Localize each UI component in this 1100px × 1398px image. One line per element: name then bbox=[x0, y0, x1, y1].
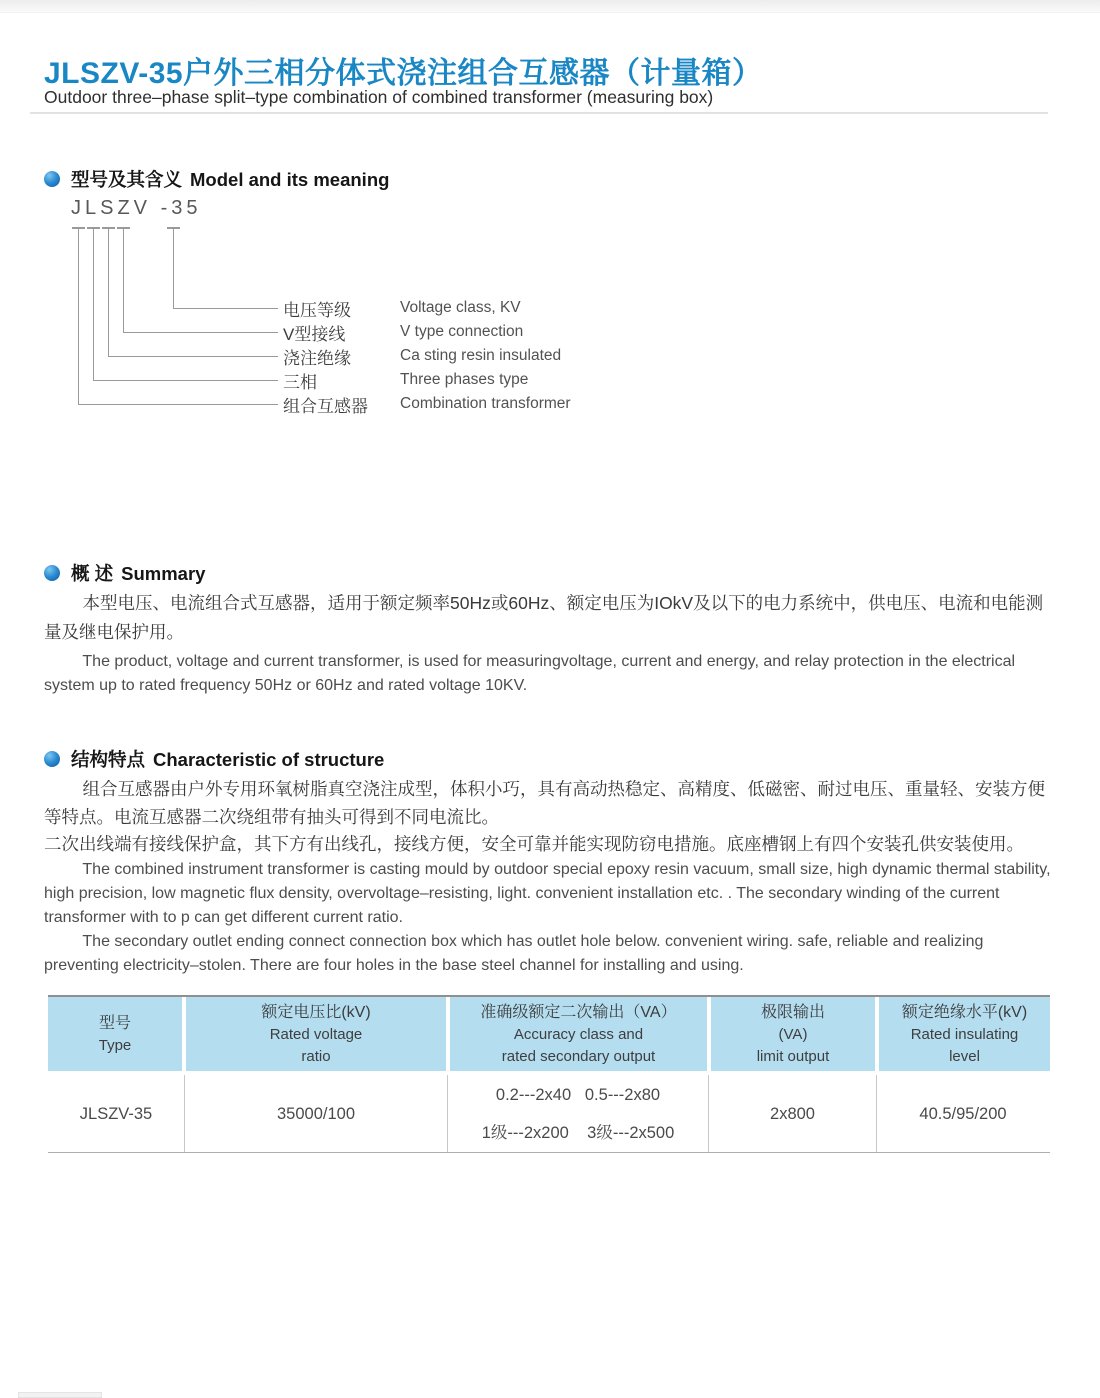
model-meaning-cn: V型接线 bbox=[283, 324, 346, 344]
footer-mark bbox=[18, 1392, 102, 1398]
diagram-line bbox=[173, 308, 278, 309]
model-meaning-row bbox=[283, 321, 523, 343]
bullet-sphere-icon bbox=[44, 171, 60, 187]
section-summary-title bbox=[71, 560, 205, 586]
summary-paragraph-en: The product, voltage and current transformer, is used for measuringvoltage, current and energy, and relay protection in the electrical system up to rated frequency 50Hz or 60Hz and rated voltage 10KV. bbox=[44, 653, 1016, 694]
header-line: Rated voltage bbox=[269, 1025, 363, 1043]
header-line: 额定电压比(kV) bbox=[261, 1003, 371, 1021]
diagram-line bbox=[108, 356, 278, 357]
section-structure-title-en: Characteristic of structure bbox=[153, 749, 385, 770]
structure-paragraph-cn2: 二次出线端有接线保护盒，其下方有出线孔，接线方便，安全可靠并能实现防窃电措施。底座槽钢上有四个安装孔供安装使用。 bbox=[44, 834, 1024, 854]
section-structure-title bbox=[71, 746, 384, 772]
header-line: limit output bbox=[756, 1047, 830, 1065]
section-model-title-en: Model and its meaning bbox=[190, 169, 390, 190]
section-summary-title-en: Summary bbox=[121, 563, 206, 584]
diagram-line bbox=[123, 332, 278, 333]
structure-paragraph-cn1: 组合互感器由户外专用环氧树脂真空浇注成型，体积小巧，具有高动热稳定、高精度、低磁密、耐过电压、重量轻、安装方便等特点。电流互感器二次绕组带有抽头可得到不同电流比。 bbox=[44, 779, 1045, 827]
header-line: level bbox=[949, 1047, 980, 1065]
cell-value: 1级---2x200 3级---2x500 bbox=[481, 1123, 675, 1142]
model-meaning-en: Ca sting resin insulated bbox=[400, 347, 562, 364]
model-meaning-row bbox=[283, 297, 521, 319]
header-line: 准确级额定二次输出（VA） bbox=[480, 1003, 677, 1021]
table-header-type bbox=[48, 997, 182, 1071]
model-meaning-cn: 浇注绝缘 bbox=[283, 348, 351, 368]
diagram-line bbox=[93, 380, 278, 381]
model-code: JLSZV -35 bbox=[71, 197, 202, 219]
diagram-line bbox=[78, 404, 278, 405]
section-summary-title-cn: 概 述 bbox=[71, 563, 114, 584]
cell-value: 2x800 bbox=[770, 1104, 815, 1123]
diagram-line bbox=[173, 227, 174, 308]
table-data-row bbox=[48, 1075, 1050, 1153]
bullet-sphere-icon bbox=[44, 751, 60, 767]
diagram-line bbox=[108, 227, 109, 356]
cell-value: 40.5/95/200 bbox=[919, 1104, 1007, 1123]
cell-insulating-level bbox=[876, 1075, 1049, 1152]
model-meaning-en: Combination transformer bbox=[400, 395, 571, 412]
section-structure-heading bbox=[44, 746, 384, 772]
model-meaning-row bbox=[283, 345, 561, 367]
model-meaning-en: V type connection bbox=[400, 323, 524, 340]
section-model-title-cn: 型号及其含义 bbox=[71, 169, 183, 190]
table-header-accuracy bbox=[450, 997, 707, 1071]
structure-paragraph-en1: The combined instrument transformer is casting mould by outdoor special epoxy resin vacuum, small size, high dynamic thermal stability, high precision, low magnetic flux density, overvoltage–resisting, light. convenient installation etc. . The secondary winding of the current transformer with to p can get different current ratio. bbox=[44, 861, 1051, 926]
table-header-row bbox=[48, 997, 1050, 1071]
header-line: 型号 bbox=[98, 1014, 131, 1032]
top-gradient-bar bbox=[0, 0, 1100, 13]
cell-value: JLSZV-35 bbox=[79, 1104, 153, 1123]
table-header-insulating-level bbox=[879, 997, 1050, 1071]
diagram-line bbox=[123, 227, 124, 332]
header-line: 额定绝缘水平(kV) bbox=[901, 1003, 1028, 1021]
header-line: 极限输出 bbox=[760, 1003, 825, 1021]
bullet-sphere-icon bbox=[44, 565, 60, 581]
header-line: (VA) bbox=[778, 1025, 808, 1043]
page-title: JLSZV-35户外三相分体式浇注组合互感器（计量箱） bbox=[44, 57, 763, 90]
model-meaning-cn: 三相 bbox=[283, 372, 317, 392]
model-meaning-cn: 电压等级 bbox=[283, 300, 351, 320]
header-line: Accuracy class and bbox=[513, 1025, 644, 1043]
spec-table bbox=[48, 995, 1050, 1153]
model-meaning-row bbox=[283, 369, 528, 391]
section-model-heading bbox=[44, 166, 389, 192]
header-line: Type bbox=[98, 1036, 132, 1054]
section-model-title bbox=[71, 166, 389, 192]
model-meaning-en: Three phases type bbox=[400, 371, 529, 388]
page-subtitle: Outdoor three–phase split–type combination of combined transformer (measuring box) bbox=[44, 87, 714, 107]
section-structure-title-cn: 结构特点 bbox=[71, 749, 146, 770]
header-divider bbox=[30, 112, 1048, 114]
table-header-limit-output bbox=[711, 997, 875, 1071]
cell-value: 0.2---2x40 0.5---2x80 bbox=[495, 1085, 661, 1104]
model-meaning-row bbox=[283, 393, 571, 415]
cell-value: 35000/100 bbox=[277, 1104, 355, 1123]
summary-paragraph-cn: 本型电压、电流组合式互感器，适用于额定频率50Hz或60Hz、额定电压为IOkV及以下的电力系统中，供电压、电流和电能测量及继电保护用。 bbox=[44, 593, 1044, 642]
model-meaning-cn: 组合互感器 bbox=[283, 396, 368, 416]
diagram-line bbox=[78, 227, 79, 404]
table-header-voltage-ratio bbox=[186, 997, 446, 1071]
cell-limit-output bbox=[708, 1075, 876, 1152]
header-line: ratio bbox=[301, 1047, 331, 1065]
header-line: rated secondary output bbox=[501, 1047, 656, 1065]
cell-voltage-ratio bbox=[184, 1075, 447, 1152]
structure-paragraph-en2: The secondary outlet ending connect connection box which has outlet hole below. convenient wiring. safe, reliable and realizing preventing electricity–stolen. There are four holes in the base steel channel for installing and using. bbox=[44, 933, 984, 974]
cell-accuracy bbox=[447, 1075, 708, 1152]
model-meaning-en: Voltage class, KV bbox=[400, 299, 521, 316]
cell-type bbox=[48, 1075, 184, 1152]
diagram-line bbox=[93, 227, 94, 380]
section-summary-heading bbox=[44, 560, 205, 586]
header-line: Rated insulating bbox=[910, 1025, 1019, 1043]
